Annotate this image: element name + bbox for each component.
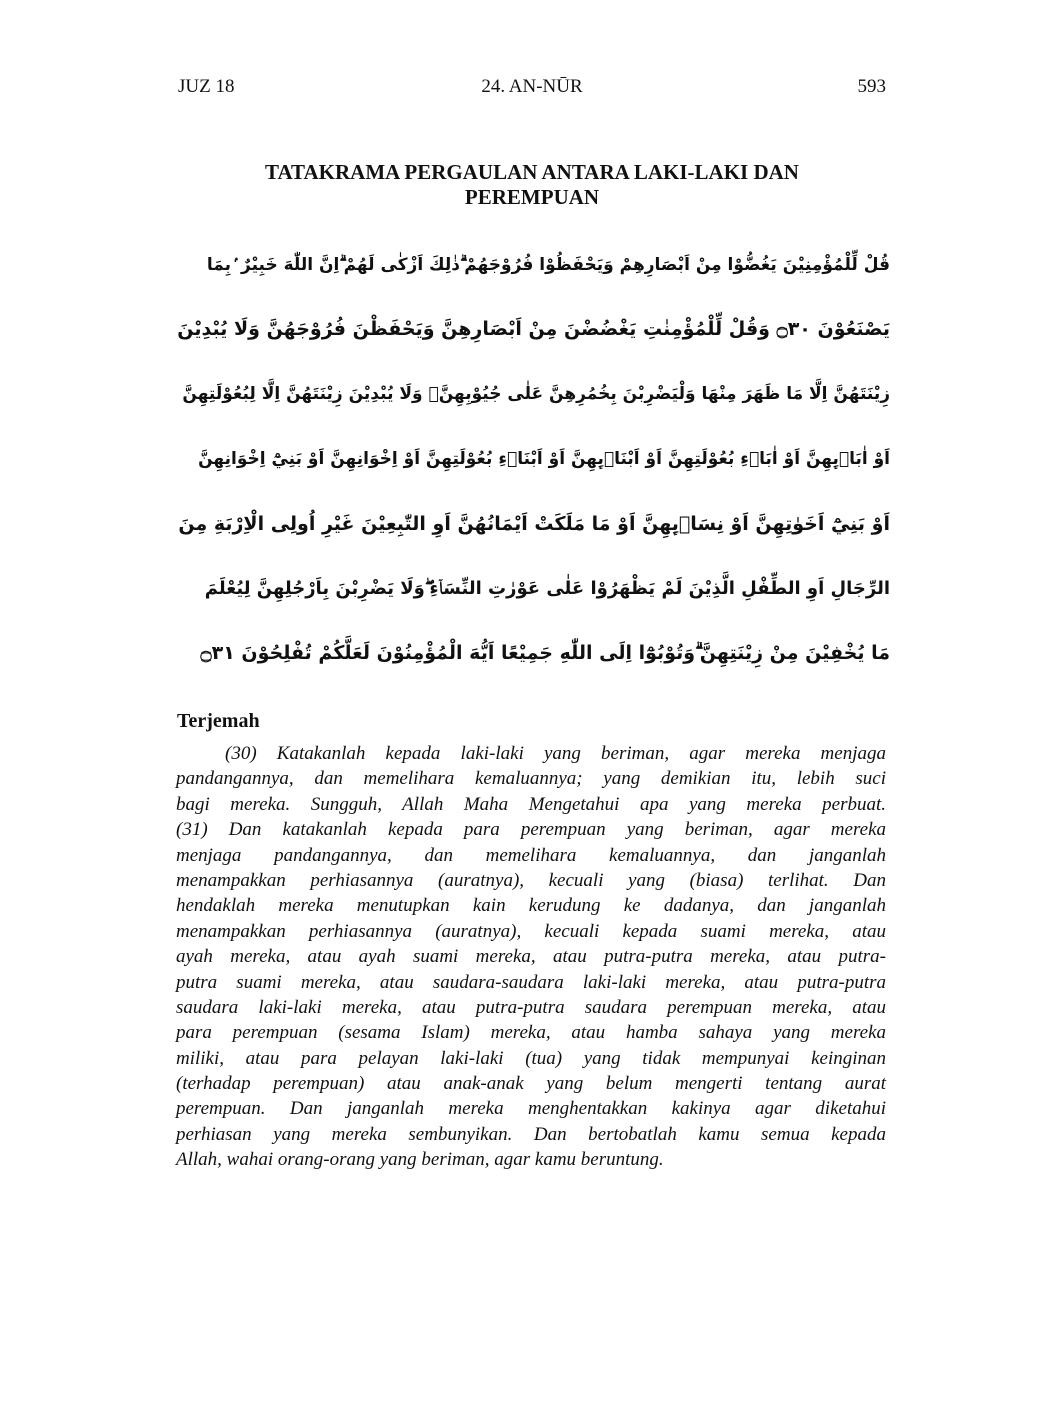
translation-line: (30) Katakanlah kepada laki-laki yang beriman, agar mereka menjaga (225, 743, 886, 764)
page-number: 593 (857, 76, 886, 97)
translation-line: pandangannya, dan memelihara kemaluannya; yang demikian itu, lebih suci (176, 768, 886, 790)
page-title (178, 160, 886, 210)
arabic-line: اَوْ اٰبَاۤىِٕهِنَّ اَوْ اٰبَاۤءِ بُعُوْلَتِهِنَّ اَوْ اَبْنَاۤىِٕهِنَّ اَوْ اَبْنَاۤءِ بُعُوْلَتِهِنَّ اَوْ اِخْوَانِهِنَّ اَوْ بَنِيْٓ اِخْوَانِهِنَّ (198, 448, 890, 469)
title-line-1: TATAKRAMA PERGAULAN ANTARA LAKI-LAKI DAN (265, 160, 799, 184)
translation-line: ayah mereka, atau ayah suami mereka, atau putra-putra mereka, atau putra- (176, 946, 886, 968)
surah-label: 24. AN-NŪR (481, 76, 583, 97)
translation-line: (31) Dan katakanlah kepada para perempuan yang beriman, agar mereka (176, 819, 886, 841)
translation-paragraph (176, 741, 886, 1173)
translation-heading: Terjemah (177, 710, 260, 732)
page-header (178, 76, 886, 102)
translation-line: hendaklah mereka menutupkan kain kerudung ke dadanya, dan janganlah (176, 895, 886, 917)
translation-line: menampakkan perhiasannya (auratnya), kecuali kepada suami mereka, atau (176, 920, 886, 942)
juz-label: JUZ 18 (178, 76, 235, 97)
translation-line: (terhadap perempuan) atau anak-anak yang belum mengerti tentang aurat (176, 1073, 886, 1095)
arabic-line: يَصْنَعُوْنَ ۝٣٠ وَقُلْ لِّلْمُؤْمِنٰتِ يَغْضُضْنَ مِنْ اَبْصَارِهِنَّ وَيَحْفَظْنَ فُرُوْجَهُنَّ وَلَا يُبْدِيْنَ (177, 318, 890, 341)
translation-line: menampakkan perhiasannya (auratnya), kecuali yang (biasa) terlihat. Dan (176, 869, 886, 891)
arabic-line: الرِّجَالِ اَوِ الطِّفْلِ الَّذِيْنَ لَمْ يَظْهَرُوْا عَلٰى عَوْرٰتِ النِّسَاۤءِ ۖوَلَا يَضْرِبْنَ بِاَرْجُلِهِنَّ لِيُعْلَمَ (204, 577, 890, 599)
translation-line: saudara laki-laki mereka, atau putra-putra saudara perempuan mereka, atau (176, 996, 886, 1018)
translation-line: perhiasan yang mereka sembunyikan. Dan bertobatlah kamu semua kepada (176, 1123, 886, 1145)
translation-line: miliki, atau para pelayan laki-laki (tua) yang tidak mempunyai keinginan (176, 1047, 886, 1069)
translation-line: perempuan. Dan janganlah mereka menghentakkan kakinya agar diketahui (176, 1098, 886, 1120)
arabic-verse-block (174, 232, 890, 686)
translation-line: para perempuan (sesama Islam) mereka, atau hamba sahaya yang mereka (176, 1022, 886, 1044)
title-line-2: PEREMPUAN (464, 185, 600, 209)
translation-line: Allah, wahai orang-orang yang beriman, agar kamu beruntung. (176, 1149, 664, 1171)
arabic-line: اَوْ بَنِيْٓ اَخَوٰتِهِنَّ اَوْ نِسَاۤىِٕهِنَّ اَوْ مَا مَلَكَتْ اَيْمَانُهُنَّ اَوِ التّٰبِعِيْنَ غَيْرِ اُولِى الْاِرْبَةِ مِنَ (178, 512, 890, 535)
translation-line: bagi mereka. Sungguh, Allah Maha Mengetahui apa yang mereka perbuat. (176, 793, 886, 815)
translation-line: putra suami mereka, atau saudara-saudara laki-laki mereka, atau putra-putra (176, 971, 886, 993)
arabic-line: مَا يُخْفِيْنَ مِنْ زِيْنَتِهِنَّ ۗوَتُوْبُوْٓا اِلَى اللّٰهِ جَمِيْعًا اَيُّهَ الْمُؤْمِنُوْنَ لَعَلَّكُمْ تُفْلِحُوْنَ ۝٣١ (200, 642, 890, 665)
arabic-line: زِيْنَتَهُنَّ اِلَّا مَا ظَهَرَ مِنْهَا وَلْيَضْرِبْنَ بِخُمُرِهِنَّ عَلٰى جُيُوْبِهِنَّۖ وَلَا يُبْدِيْنَ زِيْنَتَهُنَّ اِلَّا لِبُعُوْلَتِهِنَّ (182, 383, 890, 404)
arabic-line: قُلْ لِّلْمُؤْمِنِيْنَ يَغُضُّوْا مِنْ اَبْصَارِهِمْ وَيَحْفَظُوْا فُرُوْجَهُمْ ۗذٰلِكَ اَزْكٰى لَهُمْ ۗاِنَّ اللّٰهَ خَبِيْرٌ ۢبِمَا (206, 254, 890, 275)
translation-line: menjaga pandangannya, dan memelihara kemaluannya, dan janganlah (176, 844, 886, 866)
